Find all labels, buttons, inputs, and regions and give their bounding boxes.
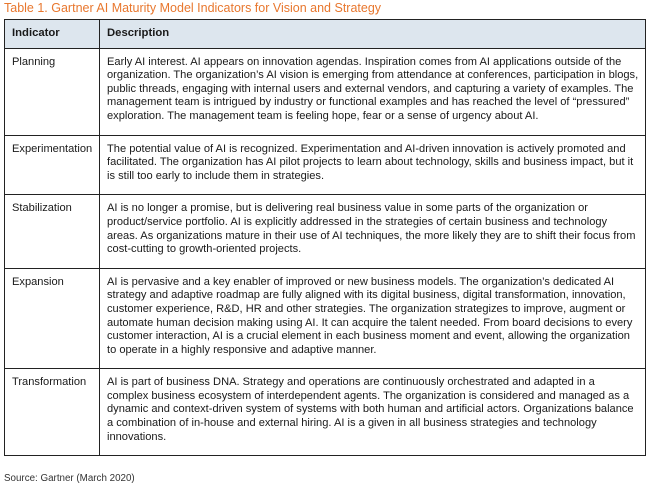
indicator-cell: Experimentation [5, 135, 100, 195]
description-cell: The potential value of AI is recognized. Experimentation and AI-driven innovation is actively promoted and facilitated. The organization has AI pilot projects to learn about technology, skills and business impact, but it is still too early to include them in strategies. [100, 135, 646, 195]
indicator-cell: Stabilization [5, 195, 100, 268]
maturity-table [4, 19, 646, 456]
table-header-row [5, 20, 646, 49]
indicator-cell: Transformation [5, 369, 100, 456]
description-cell: AI is pervasive and a key enabler of improved or new business models. The organization’s dedicated AI strategy and adaptive roadmap are fully aligned with its digital business, digital transformation, innovation, customer experience, R&D, HR and other strategies. The organization strategizes to improve, augment or automate human decision making using AI. It can acquire the talent needed. From board decisions to every customer interaction, AI is a crucial element in each business moment and event, allowing the organization to operate in a highly responsive and adaptive manner. [100, 268, 646, 369]
description-cell: Early AI interest. AI appears on innovation agendas. Inspiration comes from AI applications outside of the organization. The organization’s AI vision is emerging from attendance at conferences, participation in blogs, public threads, engaging with internal users and external vendors, and capturing a variety of examples. The management team is intrigued by industry or functional examples and has reached the level of “pressured” exploration. The management team is feeling hope, fear or a sense of urgency about AI. [100, 48, 646, 135]
table-row [5, 195, 646, 268]
description-cell: AI is no longer a promise, but is delivering real business value in some parts of the organization or product/service portfolio. AI is explicitly addressed in the strategies of certain business and technology areas. As organizations mature in their use of AI techniques, the more likely they are to shift their focus from cost-cutting to growth-oriented projects. [100, 195, 646, 268]
table-caption: Table 1. Gartner AI Maturity Model Indicators for Vision and Strategy [4, 1, 382, 15]
table-row [5, 268, 646, 369]
table-row [5, 369, 646, 456]
indicator-cell: Expansion [5, 268, 100, 369]
table-row [5, 135, 646, 195]
table-row [5, 48, 646, 135]
description-cell: AI is part of business DNA. Strategy and operations are continuously orchestrated and adapted in a complex business ecosystem of interdependent agents. The organization is considered and managed as a dynamic and context-driven system of systems with both human and artificial actors. Organizations balance a combination of in-house and external hiring. AI is a given in all business strategies and technology innovations. [100, 369, 646, 456]
indicator-cell: Planning [5, 48, 100, 135]
header-description: Description [100, 20, 646, 49]
header-indicator: Indicator [5, 20, 100, 49]
source-note: Source: Gartner (March 2020) [4, 473, 135, 484]
